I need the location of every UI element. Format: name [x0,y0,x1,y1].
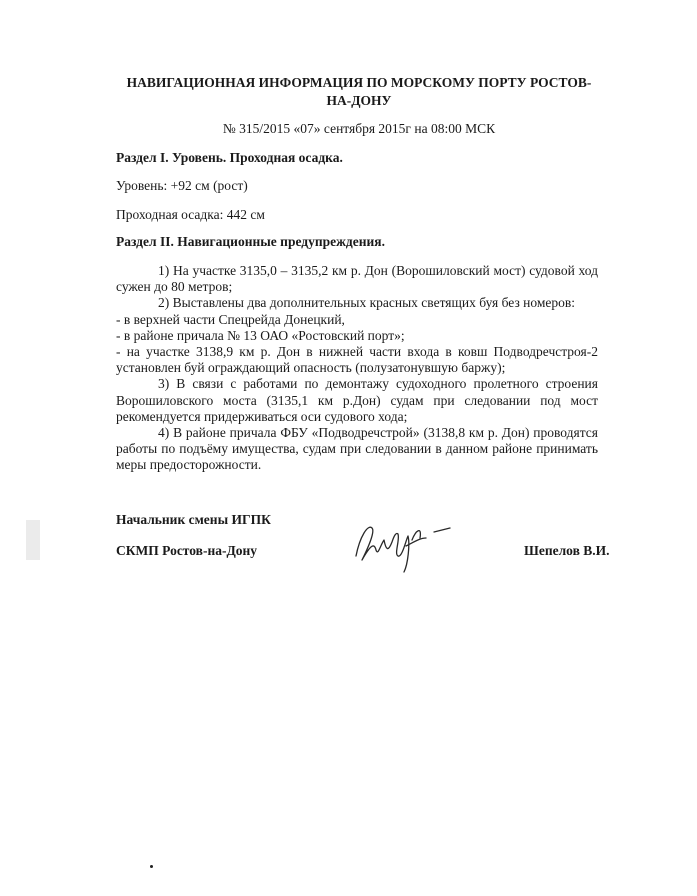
signer-position-line2: СКМП Ростов-на-Дону [116,543,258,558]
passage-draft: Проходная осадка: 442 см [116,207,265,222]
signer-position-line1: Начальник смены ИГПК [116,512,271,527]
scan-edge-artifact [26,520,40,560]
warning-item-3: 3) В связи с работами по демонтажу судоходного пролетного строения Ворошиловского моста (3135,1 км р.Дон) судам при следовании под мост рекомендуется придерживаться оси судового хода; [116,376,598,424]
section2-heading: Раздел II. Навигационные предупреждения. [116,234,385,249]
document-dateline: № 315/2015 «07» сентября 2015г на 08:00 МСК [222,121,496,136]
warning-item-1: 1) На участке 3135,0 – 3135,2 км р. Дон (Ворошиловский мост) судовой ход сужен до 80 метров; [116,263,598,295]
warning-item-2: 2) Выставлены два дополнительных красных светящих буя без номеров: [158,295,576,311]
scan-dot-artifact [150,865,153,868]
signer-name: Шепелов В.И. [524,543,610,558]
warning-item-2-sub-c: - на участке 3138,9 км р. Дон в нижней части входа в ковш Подводречстроя-2 установлен буй ограждающий опасность (полузатонувшую баржу); [116,344,598,376]
section1-heading: Раздел I. Уровень. Проходная осадка. [116,150,343,165]
warning-item-4: 4) В районе причала ФБУ «Подводречстрой» (3138,8 км р. Дон) проводятся работы по подъёму имущества, судам при следовании в данном районе принимать меры предосторожности. [116,425,598,473]
warning-item-2-sub-a: - в верхней части Спецрейда Донецкий, [116,311,345,327]
handwritten-signature [350,516,460,576]
water-level: Уровень: +92 см (рост) [116,178,248,193]
document-title: НАВИГАЦИОННАЯ ИНФОРМАЦИЯ ПО МОРСКОМУ ПОРТУ РОСТОВ-НА-ДОНУ [126,75,592,108]
warning-item-2-sub-b: - в районе причала № 13 ОАО «Ростовский порт»; [116,327,405,343]
warnings-list [116,263,598,474]
